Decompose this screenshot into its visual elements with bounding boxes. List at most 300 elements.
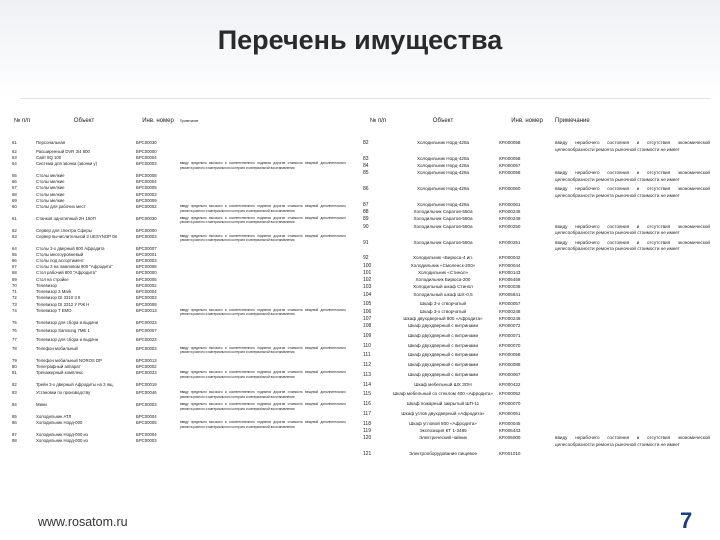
row-note: ввиду предельно высокого и соответственного поднятия дорогие стоимость вещевой дополнительного ремонта разного и материального контроля и материальной восстанавления (180, 345, 346, 355)
row-num: 65 (12, 172, 17, 178)
row-inv: БРС00003 (136, 258, 157, 264)
row-inv: КР.005443 (499, 427, 521, 433)
row-inv: КР.005000 (499, 435, 521, 441)
row-inv: БРС00004 (136, 289, 157, 295)
row-object: Персональная (36, 140, 66, 145)
row-num: 85 (12, 414, 17, 419)
row-inv: БРС00013 (136, 357, 157, 363)
row-object: Холодильник Норд-428а (416, 201, 470, 207)
row-inv: БРС00023 (136, 319, 157, 325)
row-note (555, 421, 712, 428)
row-num: 108 (363, 323, 372, 330)
row-num: 107 (363, 315, 372, 322)
row-object: Расширенный DVR 3/4 800 (36, 148, 90, 154)
row-inv: БРС00023 (136, 369, 157, 375)
table-row (355, 382, 712, 389)
row-num: 75 (12, 319, 17, 325)
row-inv: БРС00005 (136, 276, 157, 282)
row-object: Установки по производству (36, 390, 91, 396)
row-object: Холодильник Норд-428а (416, 140, 470, 145)
row-note: ввиду нерабочего состояния и отсутствия экономической целесообразности ремонта рыночной стоимости не имеет (555, 435, 710, 447)
row-note (555, 202, 712, 209)
row-object: Трейн 3-х дверный Афродиты на 3 ящ. (36, 381, 114, 387)
row-num: 84 (363, 163, 369, 170)
row-inv: КР.000250 (499, 223, 521, 229)
row-num: 83 (12, 390, 17, 396)
row-object: Столы мелкие (36, 172, 65, 178)
row-num: 74 (12, 307, 17, 313)
col-note: Примечание (180, 118, 199, 123)
row-note: ввиду предельно высокого и соответственного поднятия дорогие стоимость вещевой дополнительного ремонта разного и материального контроля и материальной восстанавления (180, 161, 346, 170)
table-row (10, 308, 348, 317)
row-object: Мини (36, 402, 47, 408)
table-row (355, 411, 712, 418)
row-note: ввиду предельно высокого и соответственного поднятия дорогие стоимость вещевой дополнительного ремонта разного и материального контроля и материальной восстанавления (180, 390, 346, 400)
table-row (10, 402, 348, 411)
row-inv: БРС00003 (136, 438, 157, 444)
row-inv: КР.000051 (499, 410, 521, 416)
table-row (355, 263, 712, 270)
row-object: Холодильник Норд-428а (416, 186, 470, 192)
row-object: Холодильный шкаф ШХ-0,5 (413, 291, 473, 297)
row-note: ввиду предельно высокого и соответственного поднятия дорогие стоимость вещевой дополнительного ремонта разного и материального контроля и материальной восстанавления (180, 307, 346, 317)
row-object: Шкаф двухдверный с витринами (407, 352, 479, 358)
row-inv: КР.000060 (499, 186, 521, 192)
row-inv: КР.000044 (499, 262, 521, 268)
row-num: 84 (12, 402, 17, 408)
table-row (355, 292, 712, 299)
row-inv: БРС00004 (136, 432, 157, 437)
row-num: 77 (12, 337, 17, 342)
row-object: Холодильник Норд-428а (416, 163, 470, 169)
row-note: ввиду нерабочего состояния и отсутствия экономической целесообразности ремонта рыночной стоимости не имеет (555, 140, 710, 152)
row-num: 82 (363, 140, 369, 146)
table-row (10, 216, 348, 225)
table-row (355, 255, 712, 262)
table-row (355, 352, 712, 359)
row-note (555, 428, 712, 435)
row-num: 117 (363, 410, 371, 417)
row-object: Холодильник Саратов-550а (413, 216, 473, 222)
row-object: Шкаф мебельный ШХ ЗОН (414, 381, 472, 387)
row-inv: КР.000038 (499, 284, 521, 290)
row-note (555, 292, 712, 299)
row-note (555, 156, 712, 163)
row-num: 105 (363, 301, 372, 308)
row-object: Телеграфный аппарат (36, 363, 81, 369)
row-num: 110 (363, 342, 371, 349)
row-object: Шкаф мебельный со стеклом 400 «Афродита» (393, 391, 494, 397)
row-object: Телевизор DI 3312 У РЖ Н (36, 301, 90, 307)
table-row (355, 451, 712, 458)
row-num: 112 (363, 362, 371, 369)
row-object: Телевизор для сбора и выдачи (36, 337, 99, 342)
row-num: 62 (12, 148, 17, 154)
row-num: 79 (12, 357, 17, 363)
row-num: 92 (363, 255, 369, 262)
table-row (355, 391, 712, 398)
row-num: 61 (12, 215, 17, 221)
row-inv: БРС00009 (136, 197, 157, 203)
col-num: № п/п (369, 117, 387, 124)
footer-url[interactable]: www.rosatom.ru (38, 515, 128, 529)
row-object: Холодильник Норд-000 (36, 420, 83, 426)
row-num: 85 (363, 170, 369, 177)
row-inv: КР.000061 (499, 201, 521, 207)
row-inv: КР.000042 (499, 255, 521, 261)
table-row (355, 301, 712, 308)
row-num: 87 (12, 432, 17, 437)
row-object: Холодильник Норд-000 из (36, 438, 88, 444)
row-object: Электрический чайник (419, 435, 467, 441)
row-inv: КР.000057 (499, 301, 521, 307)
row-inv: БРС00002 (136, 282, 157, 288)
row-num: 91 (363, 239, 369, 246)
row-inv: БРС00003 (136, 191, 157, 197)
row-object: Холодильник Саратов-550а (413, 239, 473, 245)
row-inv: КР.000249 (499, 216, 521, 222)
row-inv: КР.000070 (499, 401, 521, 407)
row-note (555, 163, 712, 170)
row-object: Холодильник Бирюса-200 (415, 277, 471, 283)
row-inv: БРС00003 (136, 402, 157, 408)
row-object: Столы мелкие (36, 179, 65, 185)
row-note (555, 284, 712, 291)
row-inv: БРС00000 (136, 270, 157, 276)
table-row (355, 372, 712, 379)
table-row (355, 323, 712, 330)
row-note (555, 309, 712, 316)
row-note (555, 451, 712, 458)
inventory-table-left (10, 102, 348, 444)
row-note (555, 216, 712, 223)
row-note: ввиду предельно высокого и соответственного поднятия дорогие стоимость вещевой дополнительного ремонта разного и материального контроля и материальной восстанавления (180, 420, 346, 429)
row-num: 103 (363, 284, 372, 291)
row-inv: БРС00013 (136, 307, 157, 313)
row-note (555, 301, 712, 308)
row-object: Шкаф двухдверный с витринами (407, 371, 479, 377)
row-object: Тренажерный комплекс (36, 369, 84, 375)
row-object: Столы под ассортимент (36, 258, 84, 264)
row-inv: БРС00005 (136, 185, 157, 191)
row-inv: КР.000057 (499, 163, 521, 169)
row-inv: КР.000045 (499, 420, 521, 426)
row-inv: БРС00004 (136, 414, 157, 419)
row-note: ввиду предельно высокого и соответственного поднятия дорогие стоимость вещевой дополнительного ремонта разного и материального контроля и материальной восстанавления (180, 369, 346, 379)
table-row (355, 277, 712, 284)
row-num: 63 (12, 233, 17, 239)
row-note (555, 209, 712, 216)
table-row (355, 202, 712, 209)
row-num: 100 (363, 262, 372, 269)
row-object: Телевизор (36, 282, 57, 288)
row-num: 106 (363, 308, 372, 315)
table-row (355, 224, 712, 237)
table-row (355, 186, 712, 199)
row-inv: БРС00000 (136, 148, 157, 154)
row-inv: БРС00030 (136, 140, 157, 145)
row-object: Холодильник «Стинол» (417, 269, 469, 275)
row-note (555, 382, 712, 389)
row-inv: КР.000058 (499, 170, 521, 176)
row-num: 82 (12, 381, 17, 387)
row-object: Шкаф 3-х створчатый (419, 301, 467, 307)
row-note (555, 263, 712, 270)
row-inv: КР.000070 (499, 342, 521, 348)
row-inv: КР.000071 (499, 332, 521, 338)
row-note (555, 323, 712, 330)
row-inv: БРС00004 (136, 154, 157, 160)
row-inv: БРС00002 (136, 363, 157, 369)
row-object: Шкаф углов двухдверный «Афродита» (401, 410, 485, 416)
row-object: Станков однотипный 2Н 150П (36, 215, 96, 221)
table-row (355, 140, 712, 153)
col-object: Объект (73, 117, 95, 124)
row-object: Шкаф двухдверный с витринами (407, 323, 479, 329)
col-note: Примечание (555, 117, 590, 124)
col-num: № п/п (13, 117, 31, 124)
row-note: ввиду нерабочего состояния и отсутствия экономической целесообразности ремонта рыночной стоимости не имеет (555, 223, 710, 236)
row-object: Холодильник Саратов-550а (413, 223, 473, 229)
row-object: Телевизор DI 3310 3 К (36, 295, 81, 301)
row-num: 80 (12, 363, 17, 369)
row-num: 66 (12, 258, 17, 264)
row-object: Система для звонка (звонки у) (36, 161, 98, 167)
row-inv: БРС00008 (136, 264, 157, 270)
row-num: 115 (363, 391, 371, 398)
row-note (555, 333, 712, 340)
row-num: 60 (12, 204, 17, 210)
row-object: Телевизор Samsung 7МЕ 1 (36, 328, 90, 334)
row-object: Холодильник Норд-000 из (36, 432, 88, 437)
row-num: 109 (363, 332, 372, 339)
table-row (355, 333, 712, 340)
row-inv: КР.000052 (499, 391, 521, 397)
row-note: ввиду нерабочего состояния и отсутствия экономической целесообразности ремонта рыночной стоимости не имеет (555, 186, 710, 198)
row-note (180, 438, 348, 444)
row-num: 68 (12, 270, 17, 276)
row-inv: КР.000422 (499, 381, 521, 387)
row-num: 90 (363, 223, 369, 230)
row-num: 114 (363, 381, 371, 388)
table-row (355, 435, 712, 448)
row-object: Экспозиция КТ 1-3485 (419, 427, 467, 433)
row-object: Холодильник Норд-428а (416, 170, 470, 176)
row-inv: КР.000072 (499, 323, 521, 329)
row-object: Холодильник «Смоленск-200» (410, 262, 476, 268)
row-num: 64 (12, 245, 17, 251)
row-object: Сайт 8Q 100 (36, 154, 62, 160)
row-num: 113 (363, 371, 371, 378)
row-note (555, 255, 712, 262)
row-num: 67 (12, 185, 17, 191)
row-num: 116 (363, 401, 371, 408)
row-inv: КР.000067 (499, 371, 521, 377)
row-object: Холодильник Норд-428а (416, 155, 470, 161)
col-inv: Инв. номер (142, 117, 174, 124)
row-inv: КР.000248 (499, 209, 521, 215)
row-inv: БРС00023 (136, 337, 157, 342)
row-inv: БРС00008 (136, 172, 157, 178)
row-object: Холодильник «Бирюса-4 ип. (412, 255, 474, 261)
row-note: ввиду предельно высокого и соответственного поднятия дорогие стоимость вещевой дополнительного ремонта разного и материального контроля и материальной восстанавления (180, 402, 346, 411)
row-object: Шкаф угловой 800 «Афродита» (409, 420, 477, 426)
row-note (555, 372, 712, 379)
row-num: 69 (12, 197, 17, 203)
row-inv: БРС00005 (136, 420, 157, 426)
row-object: Шкаф двухдверный с витринами (407, 342, 479, 348)
row-inv: БРС00046 (136, 390, 157, 396)
row-inv: БРС00030 (136, 215, 157, 221)
table-row (355, 163, 712, 170)
table-row (10, 438, 348, 444)
table-row (10, 346, 348, 355)
row-inv: БРС00000 (136, 227, 157, 233)
row-object: Столы 3 на ламповом 800 "Афродита" (36, 264, 113, 270)
table-row (355, 343, 712, 350)
row-note (555, 401, 712, 408)
row-note (555, 362, 712, 369)
row-object: Стол на стройке (36, 276, 69, 282)
row-inv: КР.001010 (499, 450, 521, 456)
row-num: 76 (12, 328, 17, 334)
row-inv: БРС00019 (136, 381, 157, 387)
row-inv: БРС00003 (136, 233, 157, 239)
row-num: 101 (363, 269, 372, 276)
row-num: 104 (363, 291, 372, 298)
row-object: Холодильный шкаф Стинол (413, 284, 473, 290)
row-object: Столы мелкие (36, 185, 65, 191)
table-row (355, 240, 712, 253)
page-number: 7 (680, 508, 693, 533)
table-row (355, 309, 712, 316)
row-num: 88 (12, 438, 17, 444)
row-note (555, 270, 712, 277)
row-object: Сервер вычислительной 3 UESYNOP 08 (36, 233, 117, 239)
col-inv: Инв. номер (511, 117, 543, 124)
row-num: 72 (12, 295, 17, 301)
row-object: Телефон мобильный (36, 345, 78, 351)
row-inv: БРС00003 (136, 161, 157, 167)
row-inv: КР.000248 (499, 315, 521, 321)
row-num: 61 (12, 140, 17, 145)
row-note (555, 277, 712, 284)
table-row (355, 428, 712, 435)
col-object: Объект (432, 117, 454, 124)
header-divider (20, 98, 710, 99)
table-row (10, 390, 348, 399)
row-object: Холодильник Саратов-550а (413, 209, 473, 215)
row-num: 67 (12, 264, 17, 270)
row-num: 73 (12, 301, 17, 307)
table-row (10, 204, 348, 213)
row-inv: БРС00001 (136, 251, 157, 257)
row-num: 86 (363, 186, 369, 193)
row-inv: КР.000058 (499, 155, 521, 161)
row-object: Холодильник АТЛ (36, 414, 72, 419)
row-num: 70 (12, 282, 17, 288)
row-inv: КР.000058 (499, 140, 521, 145)
row-object: Телевизор для сбора и выдачи (36, 319, 99, 325)
row-num: 68 (12, 191, 17, 197)
row-inv: КР.000058 (499, 352, 521, 358)
row-object: Сервер для спектра Сферы (36, 227, 92, 233)
table-row (355, 209, 712, 216)
table-row (355, 270, 712, 277)
row-inv: БРС00002 (136, 204, 157, 210)
row-object: Шкаф двухдверный 800 «Афродита» (403, 315, 483, 321)
row-num: 71 (12, 289, 17, 295)
row-num: 83 (363, 155, 369, 162)
row-note: ввиду предельно высокого и соответственного поднятия дорогие стоимость вещевой дополнительного ремонта разного и материального контроля и материальной восстанавления (180, 204, 346, 213)
row-num: 88 (363, 209, 369, 216)
row-inv: БРС00003 (136, 345, 157, 351)
row-num: 120 (363, 435, 372, 442)
row-num: 89 (363, 216, 369, 223)
row-num: 86 (12, 420, 17, 426)
row-num: 119 (363, 427, 371, 434)
row-object: Шкаф 3-х створчатый (419, 308, 467, 314)
table-row (355, 401, 712, 408)
table-row (355, 216, 712, 223)
row-inv: КР.000248 (499, 308, 521, 314)
row-object: Шкаф двухдверный с витринами (407, 362, 479, 368)
row-inv: БРС00004 (136, 179, 157, 185)
row-object: Столы мелкие (36, 191, 65, 197)
inventory-table-right (355, 102, 712, 458)
row-num: 62 (12, 227, 17, 233)
row-num: 102 (363, 277, 372, 284)
row-object: Телевизор 7 ЕМО (36, 307, 72, 313)
row-note: ввиду предельно высокого и соответственного поднятия дорогие стоимость вещевой дополнительного ремонта разного и материального контроля и материальной восстанавления (180, 215, 346, 225)
row-note: ввиду нерабочего состояния и отсутствия экономической целесообразности ремонта рыночной стоимости не имеет (555, 170, 710, 182)
page-title: Перечень имущества (217, 25, 503, 55)
row-object: Столы 3-х дверный 800 Афродита (36, 245, 105, 251)
row-object: Стол рабочий 800 "Афродита" (36, 270, 97, 276)
row-note (555, 411, 712, 418)
row-inv: КР.000088 (499, 362, 521, 368)
table-row (10, 370, 348, 379)
row-object: Столы мелкие (36, 197, 65, 203)
row-num: 87 (363, 201, 369, 208)
row-inv: КР.005458 (499, 277, 521, 283)
row-object: Столы многоуровневый (36, 251, 84, 257)
row-note: ввиду предельно высокого и соответственного поднятия дорогие стоимость вещевой дополнительного ремонта разного и материального контроля и материальной восстанавления (180, 233, 346, 243)
table-row (355, 156, 712, 163)
table-row (355, 170, 712, 183)
row-num: 63 (12, 154, 17, 160)
row-num: 121 (363, 450, 372, 457)
row-num: 69 (12, 276, 17, 282)
row-inv: БРС00003 (136, 295, 157, 301)
row-num: 66 (12, 179, 17, 185)
row-num: 111 (363, 352, 371, 359)
row-inv: БРС00007 (136, 328, 157, 334)
row-note: ввиду нерабочего состояния и отсутствия экономической целесообразности ремонта рыночной стоимости не имеет (555, 239, 710, 252)
table-row (10, 234, 348, 243)
table-row (355, 362, 712, 369)
row-object: Электрооборудование пищевое (409, 450, 477, 456)
row-note (555, 343, 712, 350)
row-num: 81 (12, 369, 17, 375)
row-inv: КР.005841 (499, 291, 521, 297)
table-row (355, 316, 712, 323)
table-row (355, 284, 712, 291)
row-object: Столы для рабочих мест (36, 204, 86, 210)
row-note (555, 316, 712, 323)
table-header (355, 102, 712, 140)
row-num: 64 (12, 161, 17, 167)
